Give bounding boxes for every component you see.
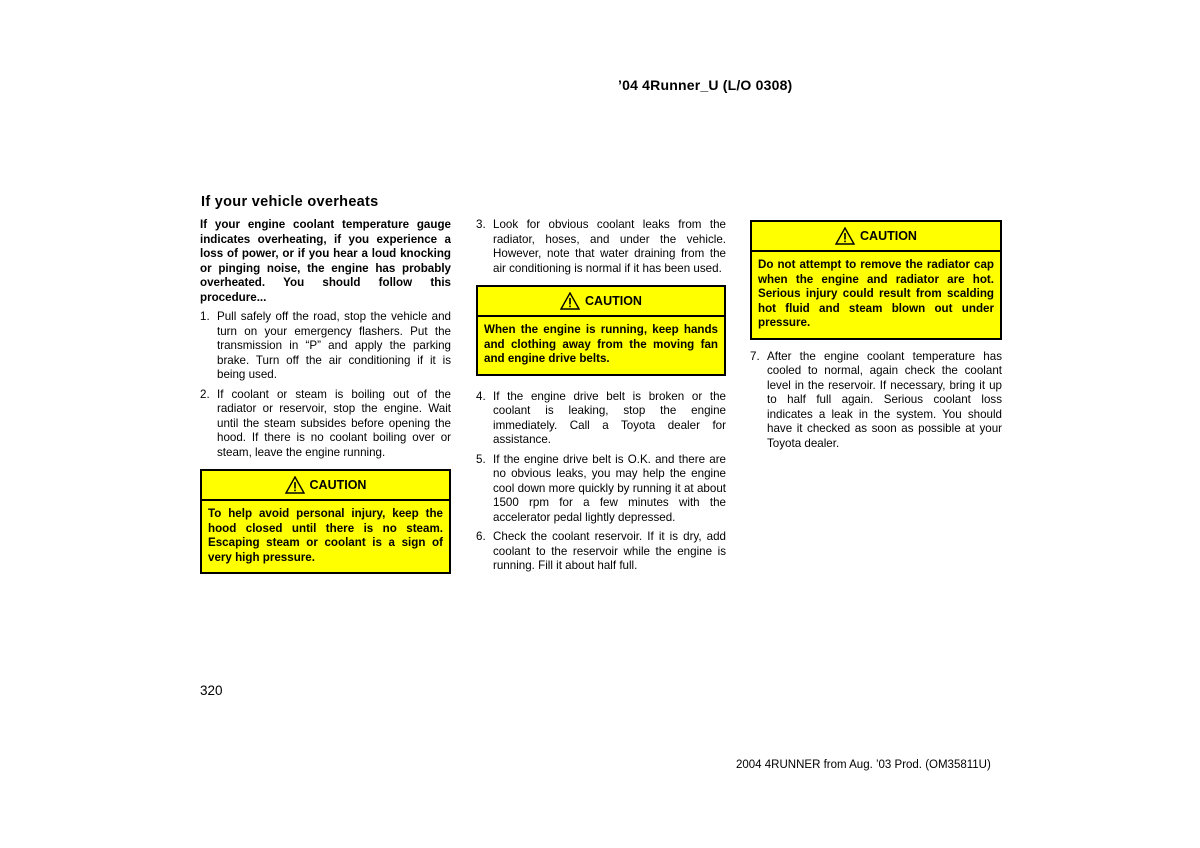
step-3 — [476, 218, 726, 276]
caution-label: CAUTION — [860, 228, 917, 243]
footer-text: 2004 4RUNNER from Aug. ’03 Prod. (OM35811U) — [736, 759, 991, 771]
step-text: If coolant or steam is boiling out of the radiator or reservoir, stop the engine. Wait until the steam subsides before opening the hood. If there is no coolant boiling over or steam, leave the engine running. — [217, 387, 451, 459]
caution-header — [202, 471, 449, 501]
warning-triangle-icon — [835, 227, 855, 245]
page-number: 320 — [200, 683, 223, 698]
intro-paragraph: If your engine coolant temperature gauge indicates overheating, if you experience a loss of power, or if you hear a loud knocking or pinging noise, the engine has probably overheated. You should follow this procedure... — [200, 218, 451, 304]
caution-box-radiator-cap — [750, 220, 1002, 340]
warning-triangle-icon — [285, 476, 305, 494]
caution-text: Do not attempt to remove the radiator cap when the engine and radiator are hot. Serious injury could result from scalding hot fluid and steam blown out under pressure. — [758, 258, 994, 329]
step-5 — [476, 453, 726, 526]
step-text: After the engine coolant temperature has cooled to normal, again check the coolant level in the reservoir. If necessary, bring it up to half full again. Serious coolant loss indicates a leak in the system. You should have it checked as soon as possible at your Toyota dealer. — [767, 349, 1002, 450]
step-6 — [476, 530, 726, 574]
step-number: 2. — [200, 387, 210, 401]
document-header-title: ’04 4Runner_U (L/O 0308) — [618, 77, 793, 93]
step-text: If the engine drive belt is O.K. and there are no obvious leaks, you may help the engine cool down more quickly by running it at about 1500 rpm for a few minutes with the accelerator pedal lightly depressed. — [493, 452, 726, 524]
step-1 — [200, 310, 451, 383]
column-3 — [750, 220, 1002, 456]
step-number: 7. — [750, 349, 760, 363]
step-number: 1. — [200, 310, 210, 323]
step-number: 6. — [476, 530, 486, 543]
caution-header — [478, 287, 724, 317]
step-text: If the engine drive belt is broken or the coolant is leaking, stop the engine immediately. Call a Toyota dealer for assistance. — [493, 389, 726, 446]
caution-header — [752, 222, 1000, 252]
step-4 — [476, 390, 726, 448]
step-text: Check the coolant reservoir. If it is dry, add coolant to the reservoir while the engine is running. Fill it about half full. — [493, 530, 726, 572]
section-title: If your vehicle overheats — [201, 194, 379, 210]
column-2 — [476, 218, 726, 579]
step-7 — [750, 350, 1002, 452]
step-number: 5. — [476, 452, 486, 466]
step-text: Look for obvious coolant leaks from the radiator, hoses, and under the vehicle. However, note that water draining from the air conditioning is normal if it has been used. — [493, 218, 726, 275]
warning-triangle-icon — [560, 292, 580, 310]
caution-label: CAUTION — [585, 293, 642, 308]
step-number: 4. — [476, 389, 486, 403]
column-1 — [200, 218, 451, 574]
step-number: 3. — [476, 218, 486, 231]
caution-label: CAUTION — [309, 477, 367, 492]
caution-box-hood — [200, 469, 451, 574]
caution-text: When the engine is running, keep hands and clothing away from the moving fan and engine drive belts. — [484, 323, 718, 365]
caution-box-fan — [476, 285, 726, 376]
caution-text: To help avoid personal injury, keep the hood closed until there is no steam. Escaping steam or coolant is a sign of very high pressure. — [208, 507, 443, 564]
step-text: Pull safely off the road, stop the vehicle and turn on your emergency flashers. Put the transmission in “P” and apply the parking brake. Turn off the air conditioning if it is being used. — [217, 310, 451, 381]
step-2 — [200, 388, 451, 461]
